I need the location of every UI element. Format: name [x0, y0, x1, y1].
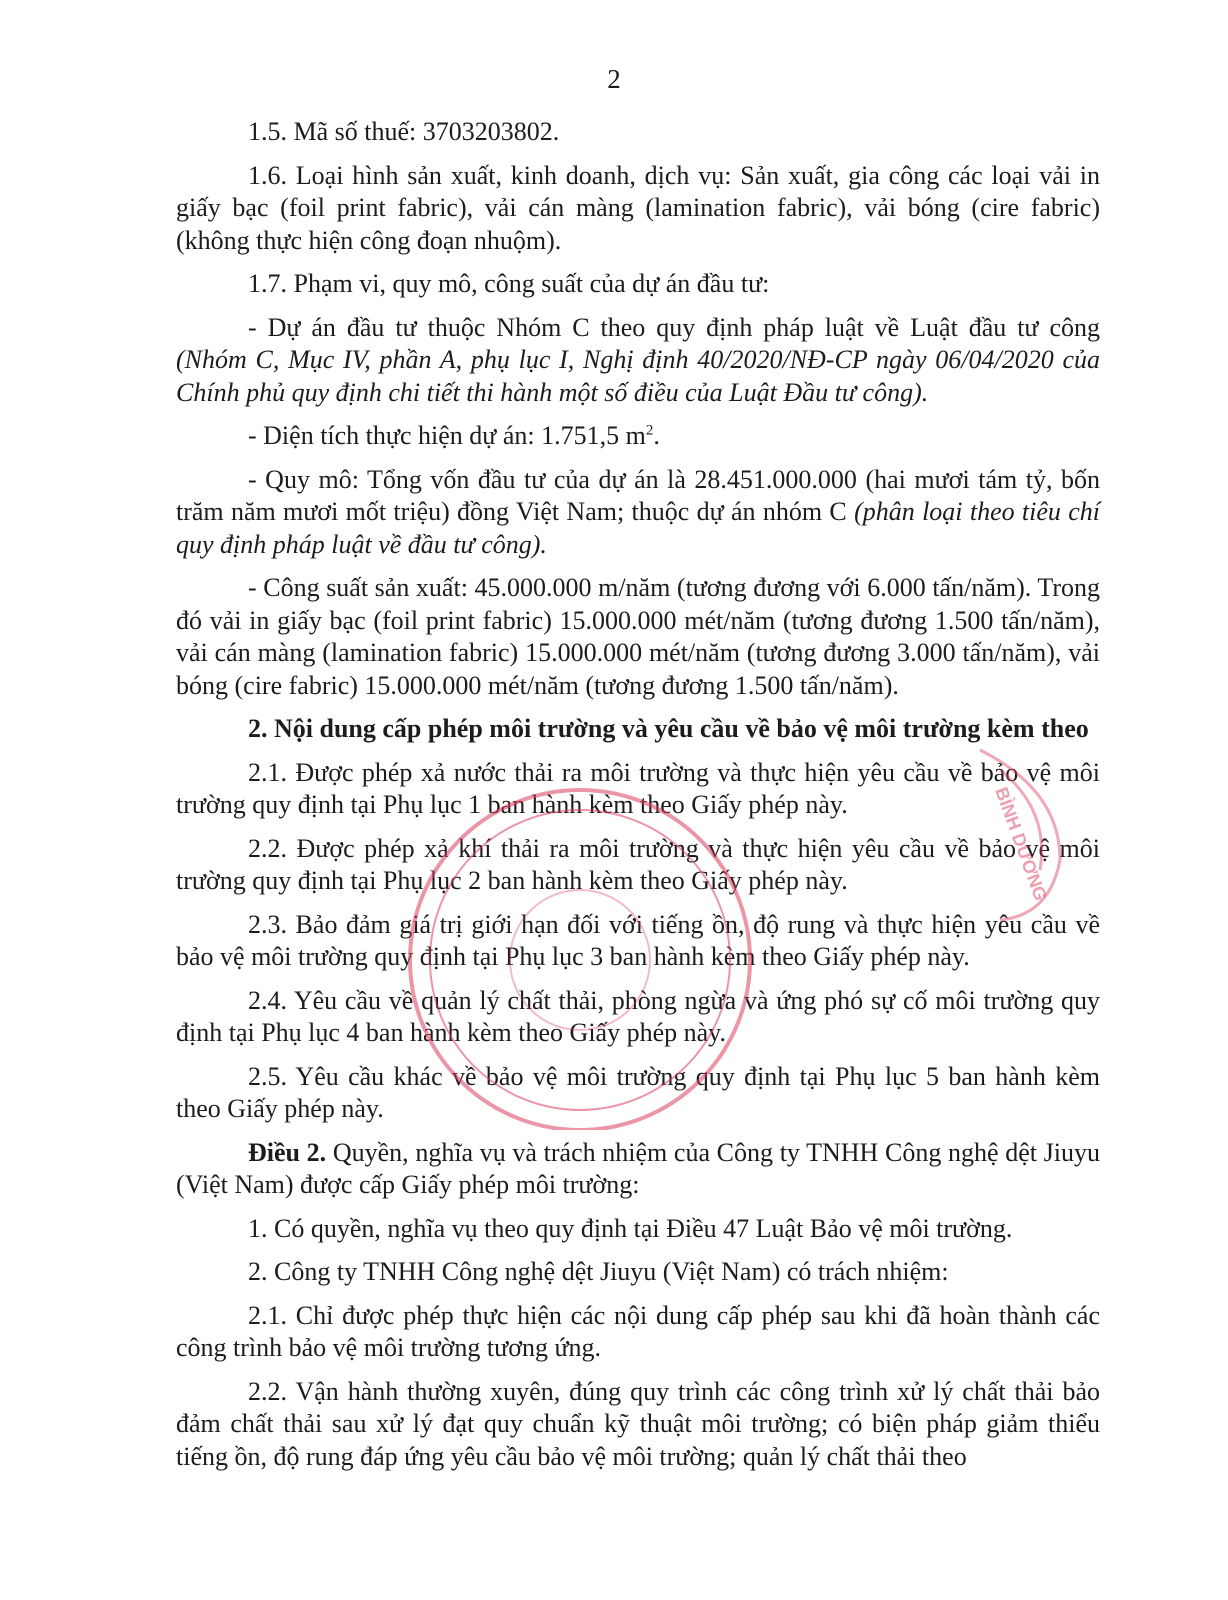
capacity-paragraph: - Công suất sản xuất: 45.000.000 m/năm (tương đương với 6.000 tấn/năm). Trong đó vải in giấy bạc (foil print fabric) 15.000.000 mét/năm (tương đương 1.500 tấn/năm), vải cán màng (lamination fabric) 15.000.000 mét/năm (tương đương 3.000 tấn/năm), vải bóng (cire fabric) 15.000.000 mét/năm (tương đương 1.500 tấn/năm). [176, 573, 1100, 700]
business-type-paragraph: 1.6. Loại hình sản xuất, kinh doanh, dịch vụ: Sản xuất, gia công các loại vải in giấy bạc (foil print fabric), vải cán màng (lamination fabric), vải bóng (cire fabric) (không thực hiện công đoạn nhuộm). [176, 160, 1100, 255]
article-2-paragraph [176, 1137, 1100, 1202]
other-requirements-paragraph: 2.5. Yêu cầu khác về bảo vệ môi trường quy định tại Phụ lục 5 ban hành kèm theo Giấy phép này. [176, 1061, 1100, 1123]
operation-paragraph: 2.2. Vận hành thường xuyên, đúng quy trình các công trình xử lý chất thải bảo đảm chất thải sau xử lý đạt quy chuẩn kỹ thuật môi trường; có biện pháp giảm thiểu tiếng ồn, độ rung đáp ứng yêu cầu bảo vệ môi trường; quản lý chất thải theo [176, 1376, 1100, 1471]
area-paragraph [176, 420, 1100, 453]
article-2-label: Điều 2. [248, 1137, 327, 1167]
investment-scale-text: - Quy mô: Tổng vốn đầu tư của dự án là 28.451.000.000 (hai mươi tám tỷ, bốn trăm năm mươi mốt triệu) đồng Việt Nam; thuộc dự án nhóm C [176, 464, 1100, 526]
wastewater-paragraph: 2.1. Được phép xả nước thải ra môi trường và thực hiện yêu cầu về bảo vệ môi trường quy định tại Phụ lục 1 ban hành kèm theo Giấy phép này. [176, 757, 1100, 819]
project-group-text: - Dự án đầu tư thuộc Nhóm C theo quy định pháp luật về Luật đầu tư công [248, 312, 1100, 342]
project-group-paragraph [176, 312, 1100, 410]
article-2-text: Quyền, nghĩa vụ và trách nhiệm của Công ty TNHH Công nghệ dệt Jiuyu (Việt Nam) được cấp Giấy phép môi trường: [176, 1137, 1100, 1199]
page-number: 2 [607, 64, 621, 94]
area-text: - Diện tích thực hiện dự án: 1.751,5 m [248, 421, 646, 450]
seal-text: BÌNH DƯƠNG [991, 784, 1051, 904]
rights-paragraph: 1. Có quyền, nghĩa vụ theo quy định tại Điều 47 Luật Bảo vệ môi trường. [248, 1213, 1013, 1243]
area-superscript: 2 [645, 422, 654, 439]
section-2-heading: 2. Nội dung cấp phép môi trường và yêu cầu về bảo vệ môi trường kèm theo [248, 714, 1089, 743]
completion-paragraph: 2.1. Chỉ được phép thực hiện các nội dung cấp phép sau khi đã hoàn thành các công trình bảo vệ môi trường tương ứng. [176, 1300, 1100, 1362]
emission-paragraph: 2.2. Được phép xả khí thải ra môi trường và thực hiện yêu cầu về bảo vệ môi trường quy định tại Phụ lục 2 ban hành kèm theo Giấy phép này. [176, 833, 1100, 895]
scope-heading: 1.7. Phạm vi, quy mô, công suất của dự án đầu tư: [248, 269, 770, 298]
document-body [176, 116, 1100, 1484]
responsibility-heading: 2. Công ty TNHH Công nghệ dệt Jiuyu (Việt Nam) có trách nhiệm: [248, 1257, 949, 1286]
area-period: . [653, 421, 660, 450]
noise-paragraph: 2.3. Bảo đảm giá trị giới hạn đối với tiếng ồn, độ rung và thực hiện yêu cầu về bảo vệ môi trường quy định tại Phụ lục 3 ban hành kèm theo Giấy phép này. [176, 909, 1100, 971]
project-group-citation: (Nhóm C, Mục IV, phần A, phụ lục I, Nghị định 40/2020/NĐ-CP ngày 06/04/2020 của Chính phủ quy định chi tiết thi hành một số điều của Luật Đầu tư công). [176, 345, 1100, 407]
investment-scale-note: (phân loại theo tiêu chí quy định pháp luật về đầu tư công). [176, 497, 1101, 559]
tax-code-paragraph: 1.5. Mã số thuế: 3703203802. [248, 117, 560, 146]
investment-scale-paragraph [176, 464, 1100, 562]
waste-management-paragraph: 2.4. Yêu cầu về quản lý chất thải, phòng ngừa và ứng phó sự cố môi trường quy định tại Phụ lục 4 ban hành kèm theo Giấy phép này. [176, 985, 1100, 1047]
